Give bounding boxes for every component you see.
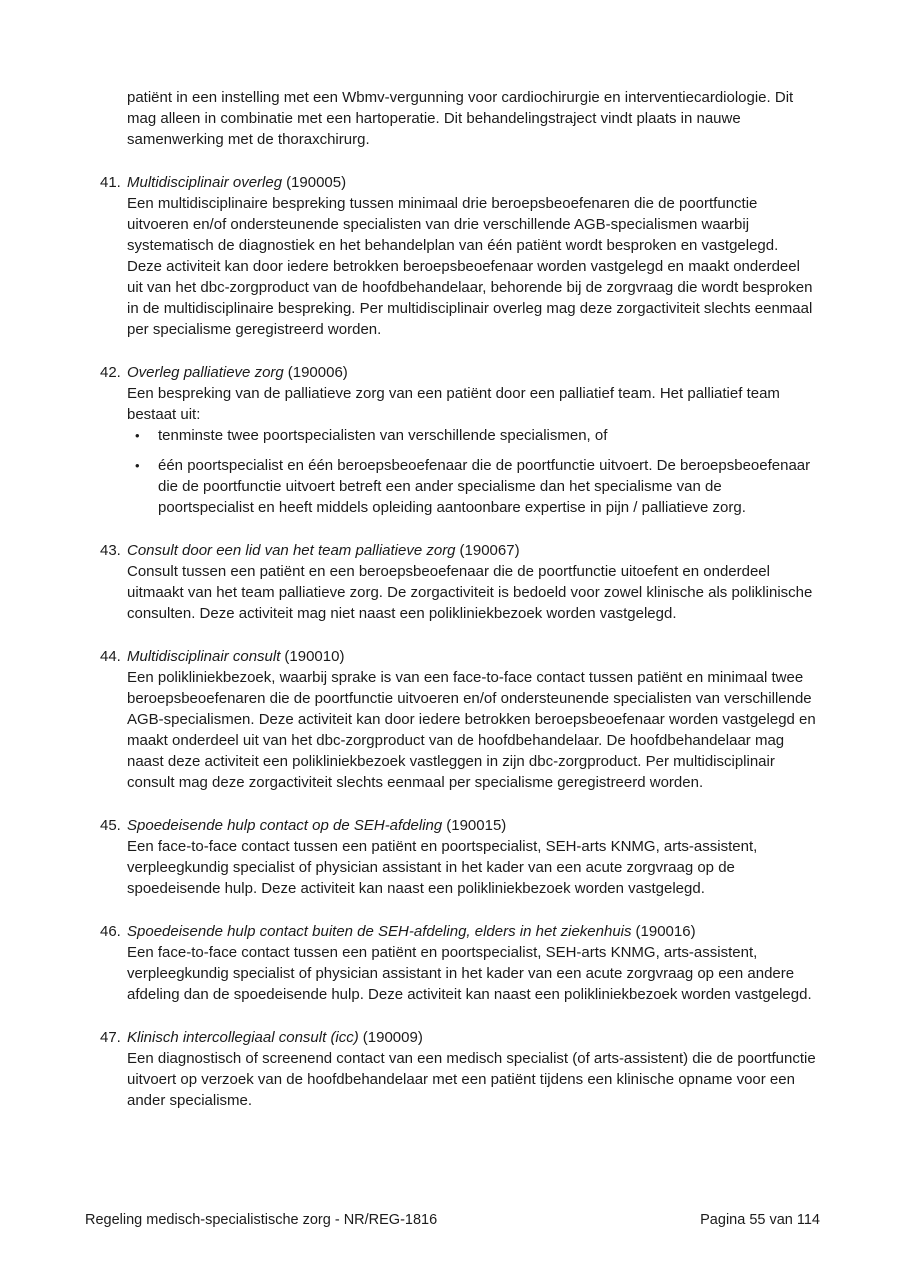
item-title: Overleg palliatieve zorg [127,364,284,381]
item-heading [127,1027,816,1048]
item-paragraph: Een diagnostisch of screenend contact van een medisch specialist (of arts-assistent) die de poortfunctie uitvoert op verzoek van de hoofdbehandelaar met een patiënt tijdens een klinische opname voor een ander specialisme. [127,1050,816,1109]
item-code: (190006) [287,364,348,381]
item-code: (190016) [635,923,696,940]
item-number: 44. [100,648,121,665]
footer-page-number: Pagina 55 van 114 [700,1212,820,1228]
item-bullet-list [127,425,816,518]
regulation-item [100,921,816,1005]
footer-document-title: Regeling medisch-specialistische zorg - NR/REG-1816 [85,1212,438,1228]
item-title: Spoedeisende hulp contact buiten de SEH-afdeling, elders in het ziekenhuis [127,923,632,940]
item-body [127,646,816,793]
item-heading [127,362,816,383]
item-heading [127,646,816,667]
item-code: (190005) [286,174,347,191]
item-paragraph: Consult tussen een patiënt en een beroepsbeoefenaar die de poortfunctie uitoefent en onderdeel uitmaakt van het team palliatieve zorg. De zorgactiviteit is bedoeld voor zowel klinische als poliklinische consulten. Deze activiteit mag niet naast een polikliniekbezoek worden vastgelegd. [127,563,813,622]
item-heading [127,815,816,836]
item-code: (190067) [459,542,520,559]
bullet-item: • één poortspecialist en één beroepsbeoefenaar die de poortfunctie uitvoert. De beroepsbeoefenaar die de poortfunctie uitvoert betreft een ander specialisme dan het specialisme van de poortspecialist en heeft middels opleiding aantoonbare expertise in pijn / palliatieve zorg. [127,455,816,518]
regulation-item [100,646,816,793]
item-paragraph: Een multidisciplinaire bespreking tussen minimaal drie beroepsbeoefenaren die de poortfunctie uitvoeren en/of ondersteunende specialisten van drie verschillende AGB-specialismen waarbij systematisch de diagnostiek en het behandelplan van één patiënt wordt besproken en vastgelegd. Deze activiteit kan door iedere betrokken beroepsbeoefenaar worden vastgelegd en maakt onderdeel uit van het dbc-zorgproduct van de hoofdbehandelaar, behorende bij de zorgvraag die wordt besproken in de multidisciplinaire bespreking. Per multidisciplinair overleg mag deze zorgactiviteit slechts eenmaal per specialisme geregistreerd worden. [127,195,813,338]
item-title: Klinisch intercollegiaal consult (icc) [127,1029,359,1046]
item-number: 45. [100,817,121,834]
item-body [127,362,816,518]
page-content [100,87,816,1111]
regulation-item [100,1027,816,1111]
regulation-item [100,172,816,340]
intro-paragraph: patiënt in een instelling met een Wbmv-vergunning voor cardiochirurgie en interventiecardiologie. Dit mag alleen in combinatie met een hartoperatie. Dit behandelingstraject vindt plaats in nauwe samenwerking met de thoraxchirurg. [127,89,794,148]
item-body [127,1027,816,1111]
item-paragraph: Een bespreking van de palliatieve zorg van een patiënt door een palliatief team. Het palliatief team bestaat uit: [127,385,780,423]
item-number: 43. [100,542,121,559]
item-number: 47. [100,1029,121,1046]
item-code: (190010) [284,648,345,665]
regulation-item [100,362,816,518]
item-heading [127,172,816,193]
item-paragraph: Een face-to-face contact tussen een patiënt en poortspecialist, SEH-arts KNMG, arts-assistent, verpleegkundig specialist of physician assistant in het kader van een acute zorgvraag op een andere afdeling dan de spoedeisende hulp. Deze activiteit kan naast een polikliniekbezoek worden vastgelegd. [127,944,812,1003]
item-number: 46. [100,923,121,940]
item-body [127,540,816,624]
bullet-item: • tenminste twee poortspecialisten van verschillende specialismen, of [127,425,816,446]
item-number: 41. [100,174,121,191]
item-title: Multidisciplinair consult [127,648,281,665]
item-heading [127,540,816,561]
item-title: Spoedeisende hulp contact op de SEH-afdeling [127,817,443,834]
page-footer [85,1211,820,1230]
items-list [100,172,816,1111]
item-title: Multidisciplinair overleg [127,174,283,191]
item-heading [127,921,816,942]
item-paragraph: Een polikliniekbezoek, waarbij sprake is van een face-to-face contact tussen patiënt en minimaal twee beroepsbeoefenaren die de poortfunctie uitvoeren en/of ondersteunende specialisten van verschillende AGB-specialismen. Deze activiteit kan door iedere betrokken beroepsbeoefenaar worden vastgelegd en maakt onderdeel uit van het dbc-zorgproduct van de hoofdbehandelaar. De hoofdbehandelaar mag naast deze activiteit een polikliniekbezoek vastleggen in zijn dbc-zorgproduct. Per multidisciplinair consult mag deze zorgactiviteit slechts eenmaal per specialisme geregistreerd worden. [127,669,816,791]
item-number: 42. [100,364,121,381]
item-paragraph: Een face-to-face contact tussen een patiënt en poortspecialist, SEH-arts KNMG, arts-assistent, verpleegkundig specialist of physician assistant in het kader van een acute zorgvraag op de spoedeisende hulp. Deze activiteit kan naast een polikliniekbezoek worden vastgelegd. [127,838,758,897]
item-body [127,172,816,340]
regulation-item [100,815,816,899]
regulation-item [100,540,816,624]
item-body [127,815,816,899]
item-code: (190015) [446,817,507,834]
item-title: Consult door een lid van het team palliatieve zorg [127,542,456,559]
item-body [127,921,816,1005]
item-code: (190009) [362,1029,423,1046]
